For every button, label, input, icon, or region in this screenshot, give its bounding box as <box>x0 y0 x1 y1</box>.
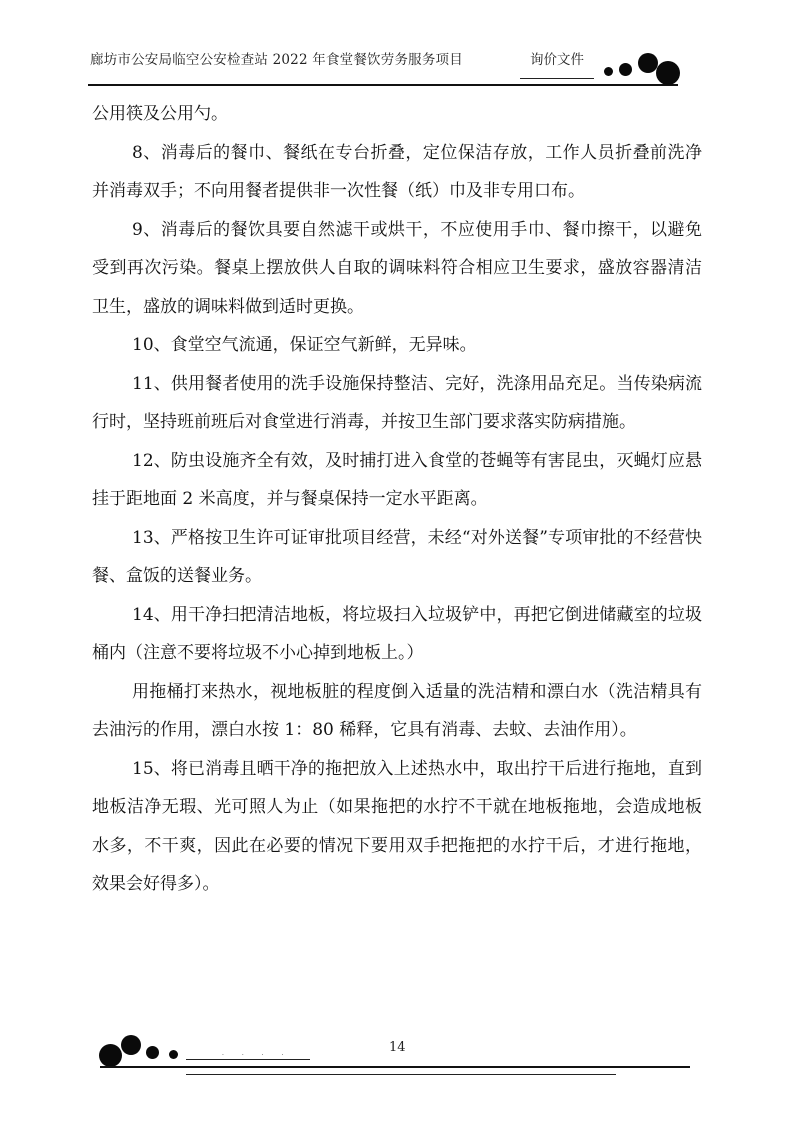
paragraph: 8、消毒后的餐巾、餐纸在专台折叠，定位保洁存放，工作人员折叠前洗净并消毒双手；不向用餐者提供非一次性餐（纸）巾及非专用口布。 <box>92 142 702 201</box>
paragraph: 9、消毒后的餐饮具要自然滤干或烘干，不应使用手巾、餐巾擦干，以避免受到再次污染。餐桌上摆放供人自取的调味料符合相应卫生要求，盛放容器清洁卫生，盛放的调味料做到适时更换。 <box>92 219 702 317</box>
paragraph: 12、防虫设施齐全有效，及时捕打进入食堂的苍蝇等有害昆虫，灭蝇灯应悬挂于距地面 2 米高度，并与餐桌保持一定水平距离。 <box>92 450 702 509</box>
decor-dot <box>604 67 613 76</box>
paragraph: 13、严格按卫生许可证审批项目经营，未经“对外送餐”专项审批的不经营快餐、盒饭的送餐业务。 <box>92 527 702 586</box>
footer-dotted-marks: . . . . <box>222 1050 292 1057</box>
header-title: 廊坊市公安局临空公安检查站 2022 年食堂餐饮劳务服务项目 <box>90 52 463 68</box>
footer-thin-rule <box>186 1074 616 1075</box>
paragraph: 14、用干净扫把清洁地板，将垃圾扫入垃圾铲中，再把它倒进储藏室的垃圾桶内（注意不要将垃圾不小心掉到地板上。） <box>92 604 702 663</box>
decor-dot <box>169 1050 178 1059</box>
paragraph: 公用筷及公用勺。 <box>92 104 228 124</box>
decor-dot <box>619 63 632 76</box>
header-doc-type: 询价文件 <box>530 52 584 68</box>
decor-dot <box>638 53 658 73</box>
paragraph: 用拖桶打来热水，视地板脏的程度倒入适量的洗洁精和漂白水（洗洁精具有去油污的作用，漂白水按 1：80 稀释，它具有消毒、去蚊、去油作用）。 <box>92 681 702 740</box>
paragraph: 15、将已消毒且晒干净的拖把放入上述热水中，取出拧干后进行拖地，直到地板洁净无瑕、光可照人为止（如果拖把的水拧不干就在地板拖地，会造成地板水多，不干爽，因此在必要的情况下要用双手把拖把的水拧干后，才进行拖地，效果会好得多）。 <box>92 758 702 894</box>
decor-dot <box>121 1035 141 1055</box>
paragraph: 11、供用餐者使用的洗手设施保持整洁、完好，洗涤用品充足。当传染病流行时，坚持班前班后对食堂进行消毒，并按卫生部门要求落实防病措施。 <box>92 373 702 432</box>
decor-dot <box>656 61 680 85</box>
footer-rule <box>100 1066 690 1068</box>
header-doc-type-underline <box>520 78 594 79</box>
document-body <box>92 95 702 904</box>
paragraph: 10、食堂空气流通，保证空气新鲜，无异味。 <box>132 335 477 355</box>
decor-dot <box>99 1044 122 1067</box>
decor-dot <box>146 1046 159 1059</box>
header-rule <box>88 84 678 86</box>
footer-short-rule <box>186 1059 310 1060</box>
page-number: 14 <box>389 1040 406 1055</box>
